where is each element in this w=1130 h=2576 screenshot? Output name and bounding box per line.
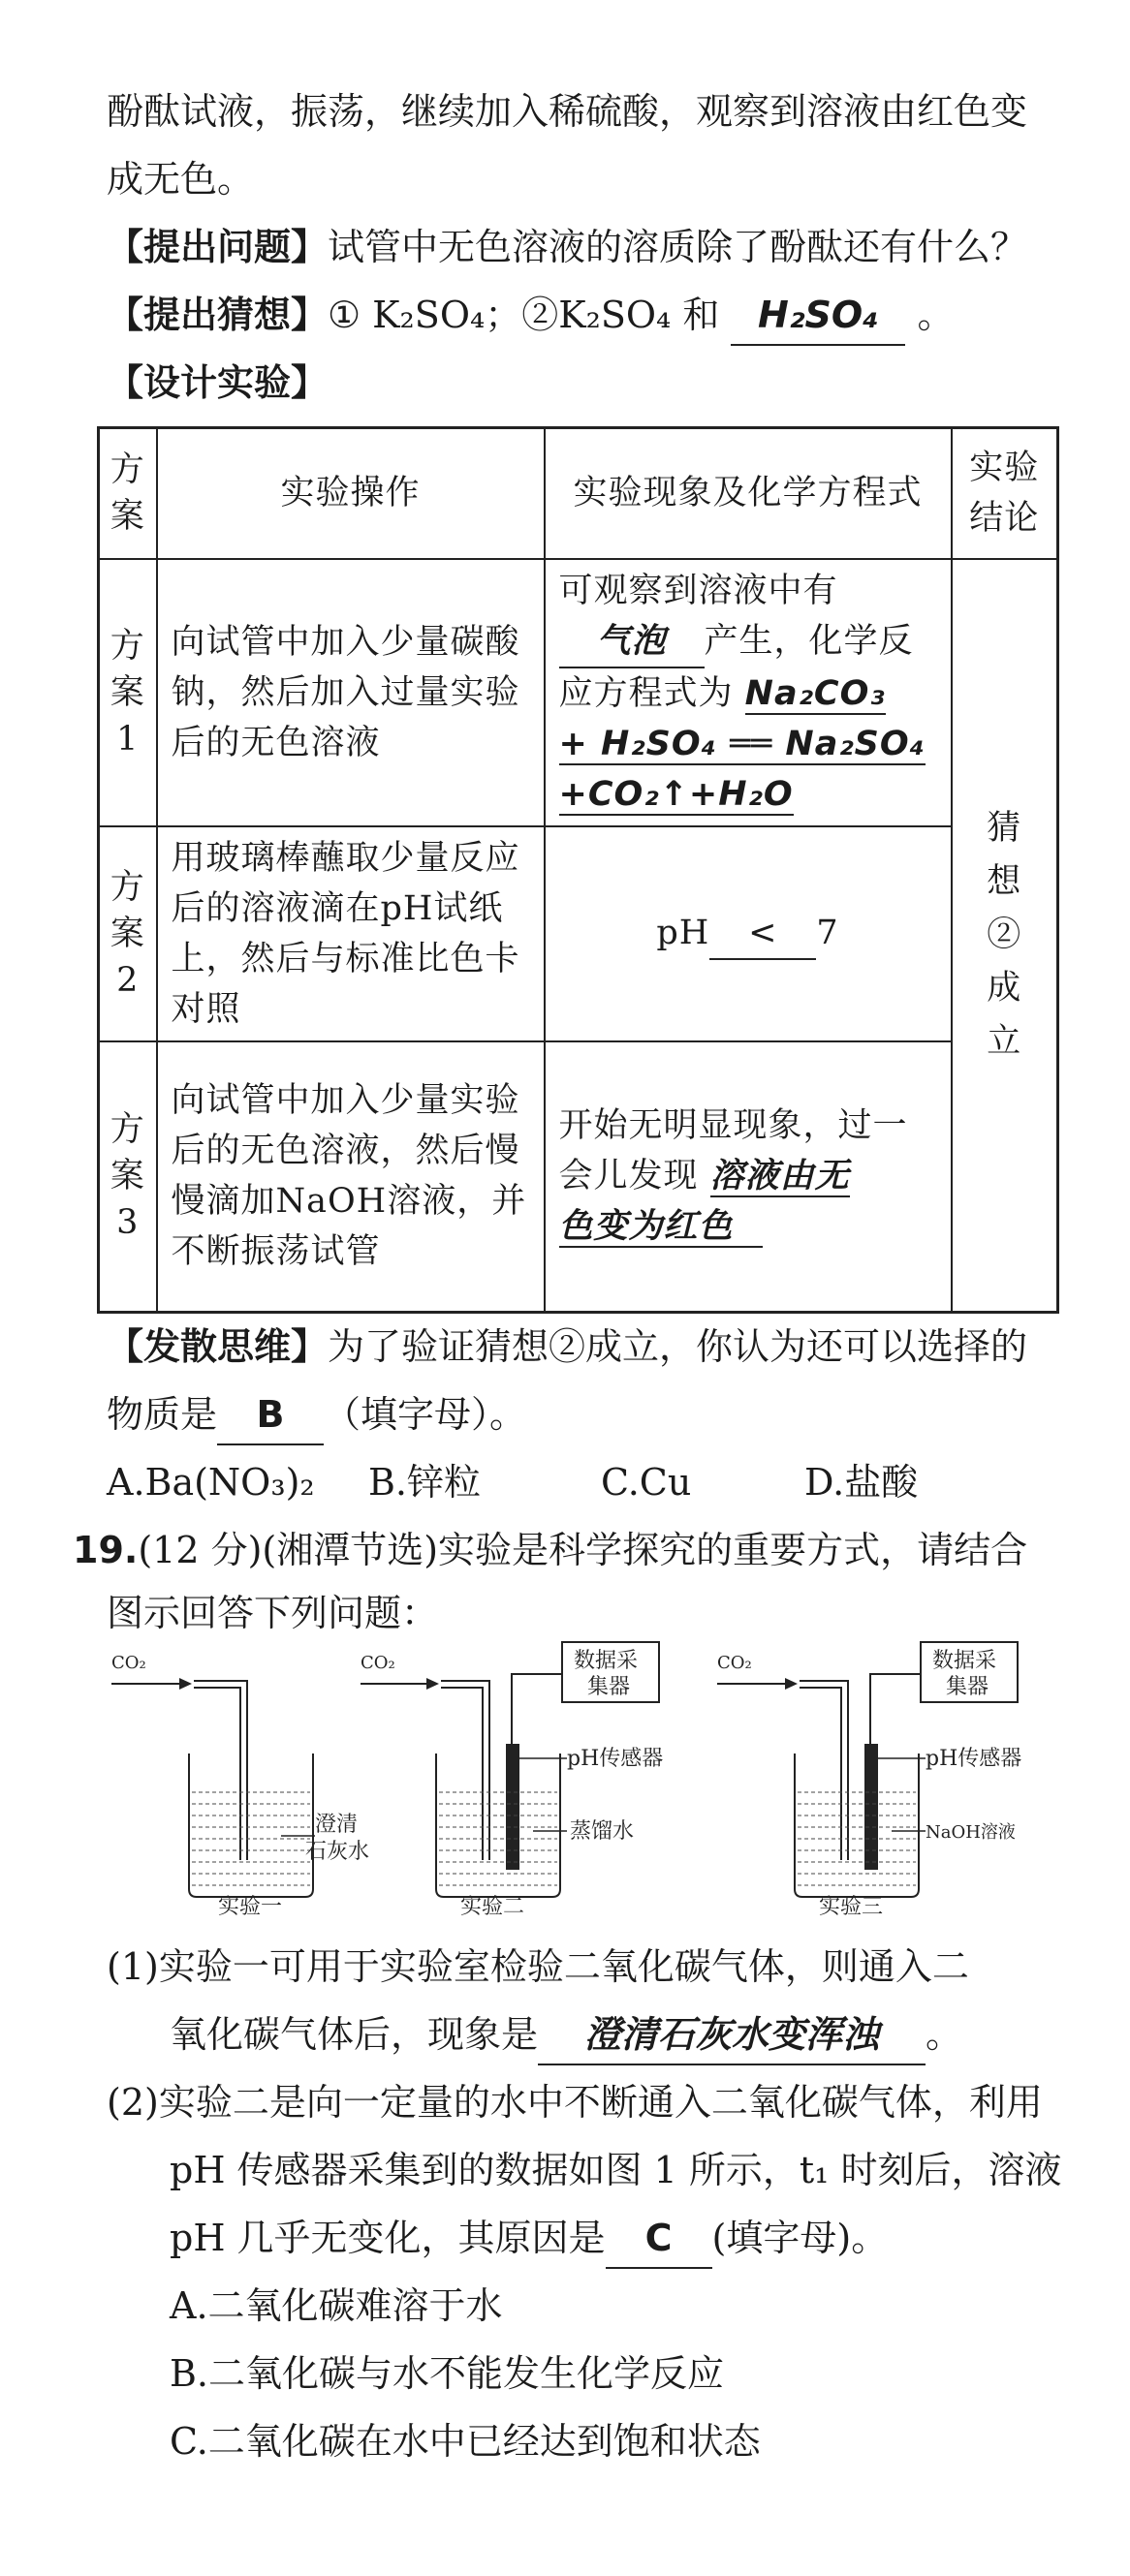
plan-2: 方案2 xyxy=(99,826,157,1041)
table-row xyxy=(99,1041,1058,1313)
co2-label-2: CO₂ xyxy=(361,1653,395,1673)
sub1-answer: 澄清石灰水变浑浊 xyxy=(538,2005,926,2065)
option-b: B.锌粒 xyxy=(368,1461,482,1504)
question-line xyxy=(107,218,1027,276)
phenomenon-2: pH < 7 xyxy=(545,826,952,1041)
table-row xyxy=(99,559,1058,826)
design-line xyxy=(107,354,328,412)
q19-sub1-line-1: (1)实验一可用于实验室检验二氧化碳气体，则通入二 xyxy=(107,1945,969,1988)
exp2-caption: 实验二 xyxy=(460,1895,525,1918)
exp1-caption: 实验一 xyxy=(218,1895,283,1918)
q19-sub2-line-1: (2)实验二是向一定量的水中不断通入二氧化碳气体，利用 xyxy=(107,2081,1043,2124)
sub2-answer: C xyxy=(606,2209,712,2269)
hypothesis-tag: 【提出猜想】 xyxy=(107,294,329,336)
q19-text-1: (12 分)(湘潭节选)实验是科学探究的重要方式，请结合 xyxy=(138,1529,1028,1571)
sub2-option-b: B.二氧化碳与水不能发生化学反应 xyxy=(170,2352,725,2395)
collector-3-l2: 集器 xyxy=(946,1675,989,1699)
ph-sensor-label-2: pH传感器 xyxy=(567,1747,664,1771)
q19-line-2: 图示回答下列问题： xyxy=(107,1592,439,1634)
question-tag: 【提出问题】 xyxy=(107,226,329,268)
hypothesis-line xyxy=(107,286,955,346)
divergent-options xyxy=(107,1453,918,1511)
divergent-answer: B xyxy=(217,1385,324,1445)
collector-3-l1: 数据采 xyxy=(932,1649,997,1673)
experiment-diagram xyxy=(107,1637,1056,1918)
phenomenon-1-answer: 气泡 xyxy=(559,616,705,668)
question-text: 试管中无色溶液的溶质除了酚酞还有什么？ xyxy=(328,226,1028,268)
q19-line-1 xyxy=(73,1521,1027,1579)
operation-1: 向试管中加入少量碳酸钠，然后加入过量实验后的无色溶液 xyxy=(157,559,545,826)
experiment-2-apparatus xyxy=(361,1642,663,1918)
option-d: D.盐酸 xyxy=(804,1461,919,1504)
phenomenon-2-answer: < xyxy=(709,908,816,960)
hypothesis-text: ① K₂SO₄；②K₂SO₄ 和 xyxy=(328,294,720,336)
divergent-line-2 xyxy=(107,1385,526,1445)
design-tag: 【设计实验】 xyxy=(107,361,329,404)
phenomenon-3-answer-1: 溶液由无 xyxy=(709,1157,850,1196)
experiment-table xyxy=(97,426,1059,1314)
q19-number: 19. xyxy=(73,1529,139,1571)
co2-label-3: CO₂ xyxy=(717,1653,752,1673)
divergent-prefix: 物质是 xyxy=(107,1393,218,1436)
plan-1: 方案1 xyxy=(99,559,157,826)
collector-2-l1: 数据采 xyxy=(574,1649,639,1673)
sub2-suffix: (填字母)。 xyxy=(711,2217,889,2259)
divergent-tag: 【发散思维】 xyxy=(107,1325,329,1368)
plan-3: 方案3 xyxy=(99,1041,157,1313)
header-plan: 方案 xyxy=(99,428,157,559)
experiment-3-apparatus xyxy=(717,1642,1021,1918)
operation-2: 用玻璃棒蘸取少量反应后的溶液滴在pH试纸上，然后与标准比色卡对照 xyxy=(157,826,545,1041)
equation-part-1: Na₂CO₃ xyxy=(744,673,886,713)
sub2-option-a: A.二氧化碳难溶于水 xyxy=(170,2284,503,2327)
hypothesis-answer: H₂SO₄ xyxy=(731,286,905,346)
divergent-line-1 xyxy=(107,1318,1027,1376)
divergent-suffix: （填字母）。 xyxy=(324,1393,527,1436)
experiment-figure xyxy=(107,1637,1056,1918)
sub1-prefix: 氧化碳气体后，现象是 xyxy=(170,2013,539,2056)
q19-sub1-line-2 xyxy=(170,2005,962,2065)
table-row xyxy=(99,826,1058,1041)
option-a: A.Ba(NO₃)₂ xyxy=(107,1461,315,1504)
sub1-suffix: 。 xyxy=(926,2013,963,2056)
q19-sub2-line-2: pH 传感器采集到的数据如图 1 所示，t₁ 时刻后，溶液 xyxy=(170,2149,1062,2191)
distilled-water-label: 蒸馏水 xyxy=(570,1819,635,1844)
header-phenomenon: 实验现象及化学方程式 xyxy=(545,428,952,559)
option-c: C.Cu xyxy=(601,1461,692,1504)
header-conclusion: 实验结论 xyxy=(952,428,1058,559)
naoh-solution-label: NaOH溶液 xyxy=(926,1822,1016,1843)
exp3-caption: 实验三 xyxy=(819,1895,884,1918)
limewater-label-2: 石灰水 xyxy=(305,1840,370,1864)
phenomenon-1: 可观察到溶液中有 气泡 产生，化学反应方程式为 Na₂CO₃ + H₂SO₄ ══ Na₂SO₄ +CO₂↑+H₂O xyxy=(545,559,952,826)
sub2-option-c: C.二氧化碳在水中已经达到饱和状态 xyxy=(170,2420,761,2463)
limewater-label-1: 澄清 xyxy=(315,1813,359,1837)
intro-line-1: 酚酞试液，振荡，继续加入稀硫酸，观察到溶液由红色变 xyxy=(107,90,1028,133)
sub2-prefix: pH 几乎无变化，其原因是 xyxy=(170,2217,606,2259)
q19-sub2-line-3 xyxy=(170,2209,888,2269)
co2-label-1: CO₂ xyxy=(111,1653,146,1673)
phenomenon-3-answer-2: 色变为红色 xyxy=(559,1207,763,1248)
operation-3: 向试管中加入少量实验后的无色溶液，然后慢慢滴加NaOH溶液，并不断振荡试管 xyxy=(157,1041,545,1313)
equation-part-2: + H₂SO₄ ══ Na₂SO₄ xyxy=(558,724,926,763)
experiment-1-apparatus xyxy=(111,1653,369,1918)
intro-line-2: 成无色。 xyxy=(107,158,255,201)
conclusion-cell: 猜想②成立 xyxy=(952,559,1058,1313)
divergent-text: 为了验证猜想②成立，你认为还可以选择的 xyxy=(328,1325,1028,1368)
ph-sensor-label-3: pH传感器 xyxy=(926,1747,1022,1771)
hypothesis-end: 。 xyxy=(917,294,955,336)
table-header-row xyxy=(99,428,1058,559)
collector-2-l2: 集器 xyxy=(587,1675,631,1699)
phenomenon-3: 开始无明显现象，过一会儿发现 溶液由无 色变为红色 xyxy=(545,1041,952,1313)
equation-part-3: +CO₂↑+H₂O xyxy=(558,774,794,814)
header-operation: 实验操作 xyxy=(157,428,545,559)
